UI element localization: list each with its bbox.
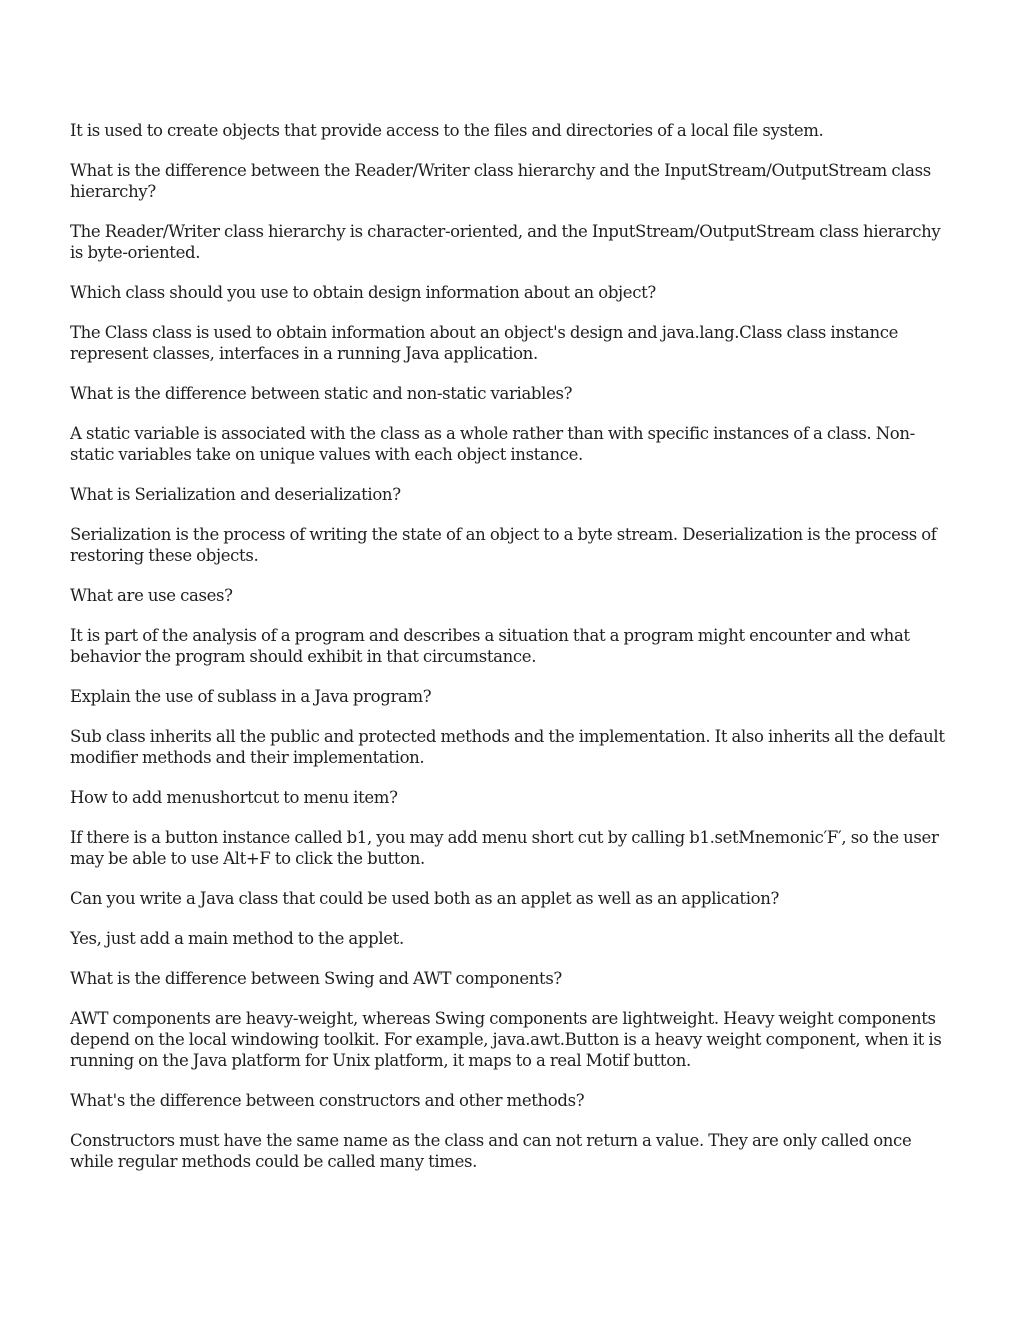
question-paragraph: Explain the use of sublass in a Java program? bbox=[70, 687, 432, 706]
answer-paragraph: It is part of the analysis of a program and describes a situation that a program might encounter and what behavior the program should exhibit in that circumstance. bbox=[70, 626, 910, 666]
document-page bbox=[70, 120, 950, 1191]
answer-paragraph: Yes, just add a main method to the applet. bbox=[70, 929, 404, 948]
answer-paragraph: AWT components are heavy-weight, whereas Swing components are lightweight. Heavy weight components depend on the local windowing toolkit. For example, java.awt.Button is a heavy weight component, when it is running on the Java platform for Unix platform, it maps to a real Motif button. bbox=[70, 1009, 942, 1070]
question-paragraph: What is the difference between the Reader/Writer class hierarchy and the InputStream/OutputStream class hierarchy? bbox=[70, 161, 931, 201]
answer-paragraph: If there is a button instance called b1, you may add menu short cut by calling b1.setMnemonic′F′, so the user may be able to use Alt+F to click the button. bbox=[70, 828, 939, 868]
question-paragraph: What is the difference between Swing and AWT components? bbox=[70, 969, 562, 988]
answer-paragraph: Serialization is the process of writing the state of an object to a byte stream. Deserialization is the process of restoring these objects. bbox=[70, 525, 937, 565]
answer-paragraph: It is used to create objects that provide access to the files and directories of a local file system. bbox=[70, 121, 824, 140]
question-paragraph: What's the difference between constructors and other methods? bbox=[70, 1091, 585, 1110]
question-paragraph: What is Serialization and deserialization? bbox=[70, 485, 401, 504]
question-paragraph: Can you write a Java class that could be used both as an applet as well as an application? bbox=[70, 889, 779, 908]
question-paragraph: Which class should you use to obtain design information about an object? bbox=[70, 283, 656, 302]
question-paragraph: What is the difference between static and non-static variables? bbox=[70, 384, 573, 403]
question-paragraph: How to add menushortcut to menu item? bbox=[70, 788, 398, 807]
answer-paragraph: The Class class is used to obtain information about an object's design and java.lang.Class class instance represent classes, interfaces in a running Java application. bbox=[70, 323, 899, 363]
answer-paragraph: Sub class inherits all the public and protected methods and the implementation. It also inherits all the default modifier methods and their implementation. bbox=[70, 727, 945, 767]
answer-paragraph: A static variable is associated with the class as a whole rather than with specific instances of a class. Non-static variables take on unique values with each object instance. bbox=[70, 424, 915, 464]
question-paragraph: What are use cases? bbox=[70, 586, 233, 605]
answer-paragraph: Constructors must have the same name as the class and can not return a value. They are only called once while regular methods could be called many times. bbox=[70, 1131, 912, 1171]
answer-paragraph: The Reader/Writer class hierarchy is character-oriented, and the InputStream/OutputStream class hierarchy is byte-oriented. bbox=[70, 222, 941, 262]
